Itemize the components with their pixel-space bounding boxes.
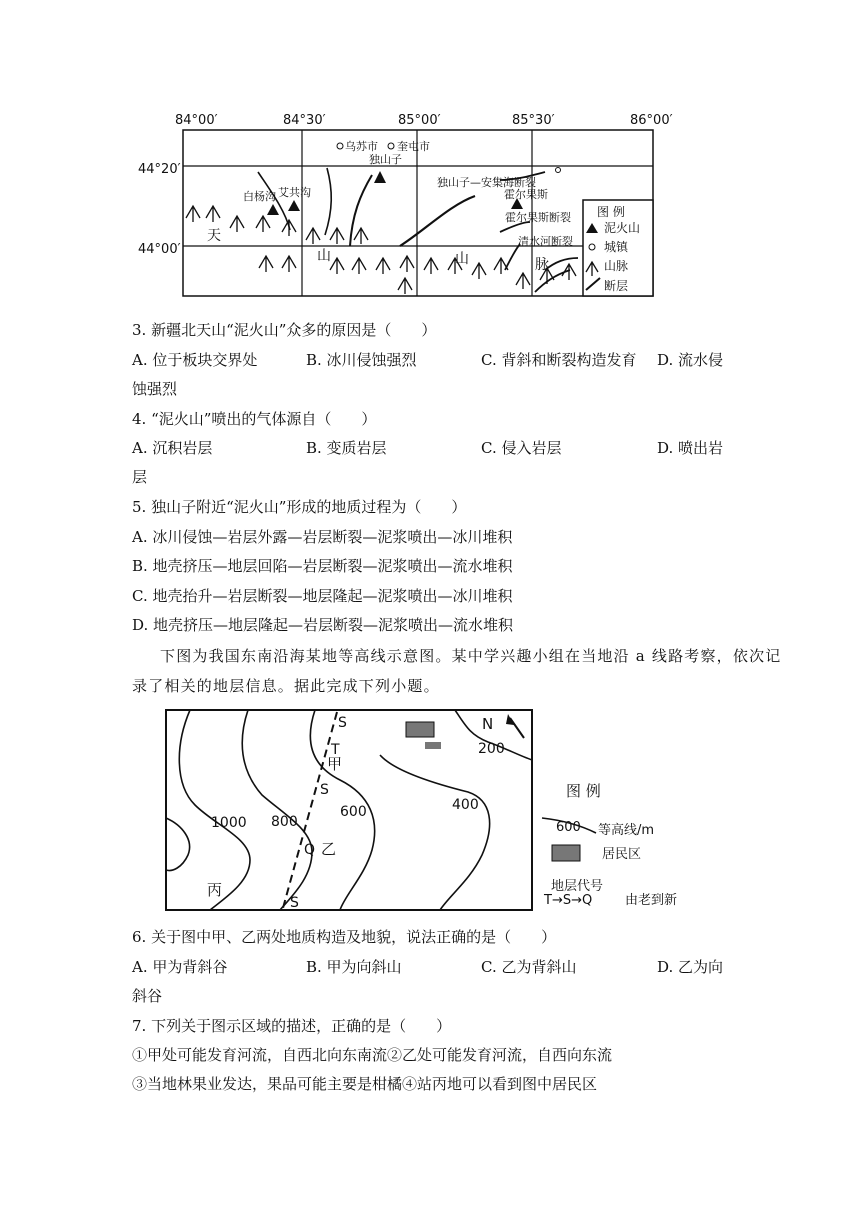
stratum-label: Q xyxy=(304,842,316,858)
legend-strata-order: T→S→Q xyxy=(544,893,593,908)
map2-legend xyxy=(542,782,677,908)
legend-contour-label: 等高线/m xyxy=(598,823,655,838)
q5-option-d[interactable]: D. 地壳挤压—地层隆起—岩层断裂—泥浆喷出—流水堆积 xyxy=(132,616,514,634)
q7-stem: 7. 下列关于图示区域的描述，正确的是（ ） xyxy=(132,1017,452,1035)
q4-option-d-cont: 层 xyxy=(132,468,148,486)
q5-option-c[interactable]: C. 地壳抬升—岩层断裂—地层隆起—泥浆喷出—冰川堆积 xyxy=(132,587,513,605)
q6-option-d-cont: 斜谷 xyxy=(132,987,163,1005)
mud-volcano-icon xyxy=(374,171,386,183)
q4-option-c[interactable]: C. 侵入岩层 xyxy=(481,439,562,457)
settlement-icon xyxy=(406,722,434,737)
town-dushanzi: 独山子 xyxy=(369,153,402,166)
contour-label: 800 xyxy=(271,814,298,830)
lat-label: 44°00′ xyxy=(138,242,181,257)
q3-option-b[interactable]: B. 冰川侵蚀强烈 xyxy=(306,351,417,369)
stratum-label: S xyxy=(320,782,329,798)
contour-map xyxy=(0,700,860,920)
q3-option-c[interactable]: C. 背斜和断裂构造发育 xyxy=(481,351,637,369)
q3-option-d-cont: 蚀强烈 xyxy=(132,380,178,398)
q4-option-a[interactable]: A. 沉积岩层 xyxy=(132,439,213,457)
town-icon xyxy=(388,143,394,149)
q5-stem: 5. 独山子附近“泥火山”形成的地质过程为（ ） xyxy=(132,498,467,516)
place-aigonggou: 艾共沟 xyxy=(278,186,311,199)
legend-item: 城镇 xyxy=(604,240,629,254)
settlement-icon xyxy=(552,845,580,861)
north-arrow-icon xyxy=(506,714,524,738)
place-jia: 甲 xyxy=(327,755,343,773)
lon-label: 85°00′ xyxy=(398,113,441,128)
fault-huoerguosi: 霍尔果斯断裂 xyxy=(505,211,571,224)
legend-strata-title: 地层代号 xyxy=(551,879,604,894)
q4-option-d[interactable]: D. 喷出岩 xyxy=(657,439,724,457)
q4-stem: 4. “泥火山”喷出的气体源自（ ） xyxy=(132,410,377,428)
q6-option-b[interactable]: B. 甲为向斜山 xyxy=(306,958,402,976)
legend-item: 泥火山 xyxy=(604,221,641,235)
stratum-label: S xyxy=(290,895,299,911)
stratum-label: S xyxy=(338,715,347,731)
town-icon xyxy=(589,244,595,250)
legend-settlement-label: 居民区 xyxy=(602,847,642,862)
fault-qingshuihe: 清水河断裂 xyxy=(518,235,573,248)
north-label: N xyxy=(482,715,494,733)
q6-stem: 6. 关于图中甲、乙两处地质构造及地貌，说法正确的是（ ） xyxy=(132,928,557,946)
place-bing: 丙 xyxy=(207,881,223,899)
mountain-char: 脉 xyxy=(535,257,549,273)
intro-paragraph-line1: 下图为我国东南沿海某地等高线示意图。某中学兴趣小组在当地沿 a 线路考察，依次记 xyxy=(160,647,782,665)
mountain-char: 天 xyxy=(207,228,221,244)
legend-item: 断层 xyxy=(604,279,629,293)
q5-option-b[interactable]: B. 地壳挤压—地层回陷—岩层断裂—泥浆喷出—流水堆积 xyxy=(132,557,513,575)
place-baiyanggou: 白杨沟 xyxy=(243,190,276,203)
contour-label: 400 xyxy=(452,797,479,813)
q3-option-d[interactable]: D. 流水侵 xyxy=(657,351,724,369)
town-wusu: 乌苏市 xyxy=(345,140,378,153)
settlement-icon xyxy=(425,742,441,749)
map1-legend xyxy=(583,200,653,296)
legend-contour-value: 600 xyxy=(556,820,581,835)
mountain-char: 山 xyxy=(455,251,469,267)
contour-label: 600 xyxy=(340,804,367,820)
q6-option-a[interactable]: A. 甲为背斜谷 xyxy=(132,958,228,976)
lat-label: 44°20′ xyxy=(138,162,181,177)
place-huoerguosi: 霍尔果斯 xyxy=(504,188,548,201)
q3-option-a[interactable]: A. 位于板块交界处 xyxy=(132,351,258,369)
mud-volcano-icon xyxy=(267,204,279,215)
q5-option-a[interactable]: A. 冰川侵蚀—岩层外露—岩层断裂—泥浆喷出—冰川堆积 xyxy=(132,528,513,546)
lon-label: 84°30′ xyxy=(283,113,326,128)
town-kuitun: 奎屯市 xyxy=(397,140,430,153)
stratum-label: T xyxy=(331,742,340,758)
place-yi: 乙 xyxy=(321,840,337,858)
q7-statements-line2: ③当地林果业发达，果品可能主要是柑橘④站丙地可以看到图中居民区 xyxy=(132,1075,598,1093)
mountain-char: 山 xyxy=(317,248,331,264)
q7-statements-line1: ①甲处可能发育河流，自西北向东南流②乙处可能发育河流，自西向东流 xyxy=(132,1046,613,1064)
lon-label: 86°00′ xyxy=(630,113,673,128)
legend-title: 图 例 xyxy=(597,205,625,219)
town-icon xyxy=(337,143,343,149)
mud-volcano-icon xyxy=(288,200,300,211)
q6-option-d[interactable]: D. 乙为向 xyxy=(657,958,724,976)
q4-option-b[interactable]: B. 变质岩层 xyxy=(306,439,387,457)
q3-stem: 3. 新疆北天山“泥火山”众多的原因是（ ） xyxy=(132,321,437,339)
intro-paragraph-line2: 录了相关的地层信息。据此完成下列小题。 xyxy=(132,677,440,695)
fault-dushanzi-anjihai: 独山子—安集海断裂 xyxy=(437,176,536,189)
legend-strata-order-label: 由老到新 xyxy=(625,893,678,908)
contour-label: 1000 xyxy=(211,815,247,831)
lon-label: 85°30′ xyxy=(512,113,555,128)
legend-item: 山脉 xyxy=(604,259,629,273)
legend-title: 图 例 xyxy=(566,782,601,800)
tianshan-mud-volcano-map xyxy=(0,0,860,310)
q6-option-c[interactable]: C. 乙为背斜山 xyxy=(481,958,577,976)
lon-label: 84°00′ xyxy=(175,113,218,128)
contour-label: 200 xyxy=(478,741,505,757)
town-icon xyxy=(556,168,561,173)
